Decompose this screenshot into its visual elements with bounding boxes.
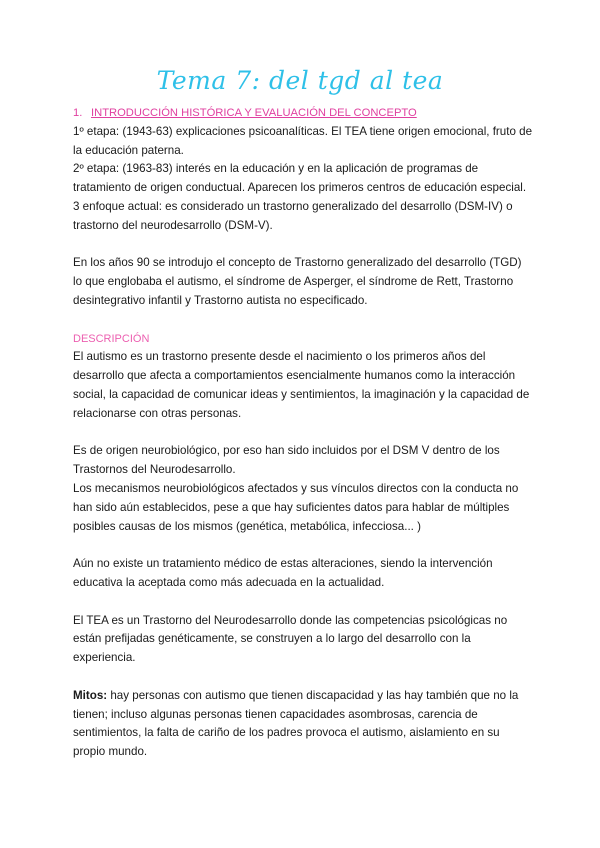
mitos-label: Mitos: [73,688,108,702]
section-heading-text: INTRODUCCIÓN HISTÓRICA Y EVALUACIÓN DEL CONCEPTO [91,107,417,119]
section-heading-descripcion: DESCRIPCIÓN [73,332,150,345]
paragraph-etapa-2: 2º etapa: (1963-83) interés en la educación y en la aplicación de programas de tratamiento de origen conductual. Aparecen los primeros centros de educación especial. [73,162,527,195]
paragraph-origen-neurobiologico: Es de origen neurobiológico, por eso han sido incluidos por el DSM V dentro de los Trastornos del Neurodesarrollo. [73,444,500,477]
paragraph-mitos [73,687,533,762]
paragraph-tratamiento: Aún no existe un tratamiento médico de estas alteraciones, siendo la intervención educativa la aceptada como más adecuada en la actualidad. [73,557,493,589]
paragraph-mecanismos: Los mecanismos neurobiológicos afectados y sus vínculos directos con la conducta no han sido aún establecidos, pese a que hay suficientes datos para hablar de múltiples posibles causas de los mismos (genética, metabólica, infecciosa... ) [73,481,519,533]
mitos-text: hay personas con autismo que tienen discapacidad y las hay también que no la tienen; incluso algunas personas tienen capacidades asombrosas, carencia de sentimientos, la falta de cariño de los padres provoca el autismo, aislamiento en su propio mundo. [73,688,519,759]
paragraph-autismo-definicion: El autismo es un trastorno presente desde el nacimiento o los primeros años del desarrollo que afecta a comportamientos esencialmente humanos como la interacción social, la capacidad de comunicar ideas y sentimientos, la imaginación y la capacidad de relacionarse con otras personas. [73,350,530,420]
section-number: 1. [73,107,83,119]
paragraph-tea-neurodesarrollo: El TEA es un Trastorno del Neurodesarrollo donde las competencias psicológicas no están prefijadas genéticamente, se construyen a lo largo del desarrollo con la experiencia. [73,613,508,665]
paragraph-anos-90: En los años 90 se introdujo el concepto de Trastorno generalizado del desarrollo (TGD) lo que englobaba el autismo, el síndrome de Asperger, el síndrome de Rett, Trastorno desintegrativo infantil y Trastorno autista no especificado. [73,256,522,307]
section-heading-intro [73,104,533,123]
paragraph-etapa-1: 1º etapa: (1943-63) explicaciones psicoanalíticas. El TEA tiene origen emocional, fruto de la educación paterna. [73,124,533,157]
page-title: Tema 7: del tgd al tea [156,66,444,95]
paragraph-enfoque-actual: 3 enfoque actual: es considerado un trastorno generalizado del desarrollo (DSM-IV) o trastorno del neurodesarrollo (DSM-V). [73,199,513,232]
document-body [73,104,533,762]
